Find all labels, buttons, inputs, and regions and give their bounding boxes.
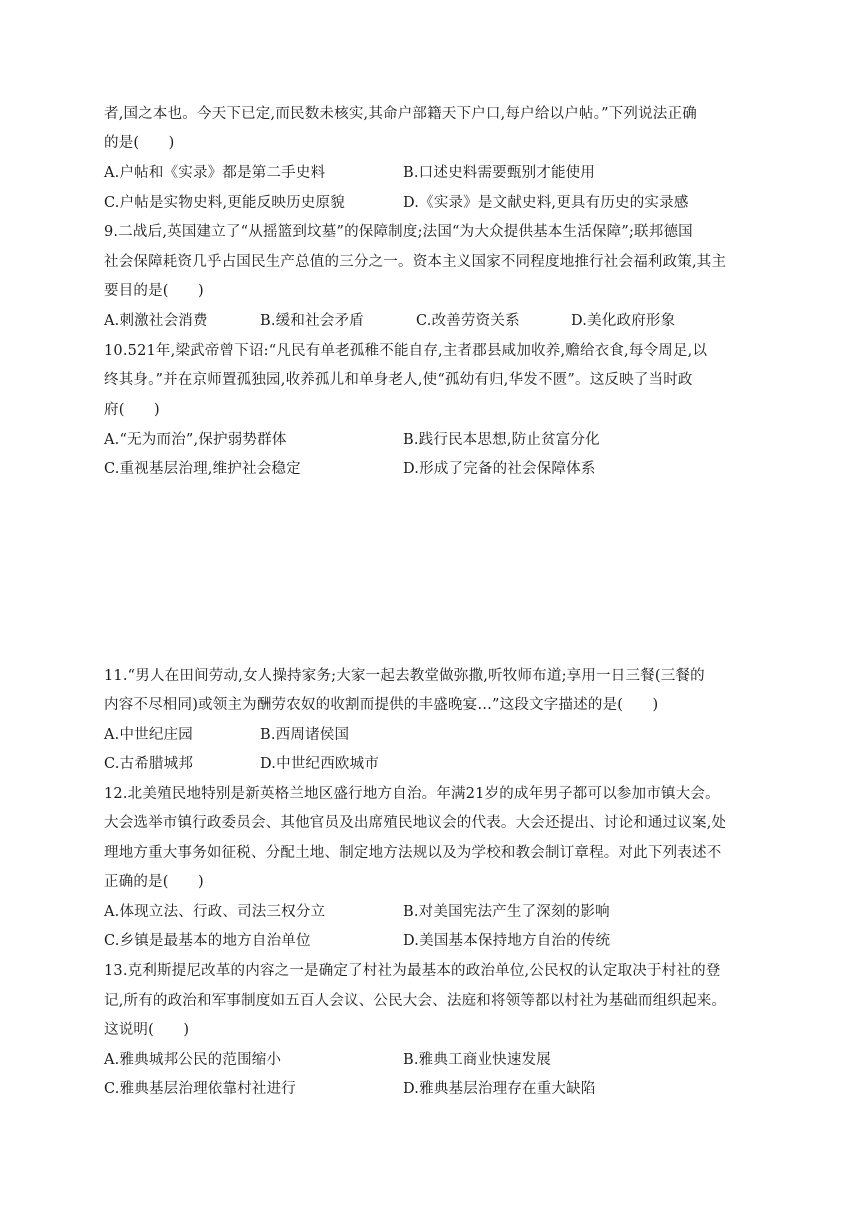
q13-option-b: B.雅典工商业快速发展 <box>403 1052 551 1068</box>
q12-option-c: C.乡镇是最基本的地方自治单位 <box>104 933 311 949</box>
q11-option-b: B.西周诸侯国 <box>260 727 350 743</box>
q12-stem-line-2: 大会选举市镇行政委员会、其他官员及出席殖民地议会的代表。大会还提出、讨论和通过议案,处 <box>104 815 727 831</box>
q11-stem-line-1: 11.“男人在田间劳动,女人操持家务;大家一起去教堂做弥撒,听牧师布道;享用一日三餐(三餐的 <box>104 668 705 684</box>
q12-option-d: D.美国基本保持地方自治的传统 <box>403 933 611 949</box>
q9-option-b: B.缓和社会矛盾 <box>260 313 364 329</box>
q11-stem-line-2: 内容不尽相同)或领主为酬劳农奴的收割而提供的丰盛晚宴…”这段文字描述的是( ) <box>104 697 659 713</box>
q11-option-c: C.古希腊城邦 <box>104 756 194 772</box>
q8-option-c: C.户帖是实物史料,更能反映历史原貌 <box>104 195 345 211</box>
q8-option-a: A.户帖和《实录》都是第二手史料 <box>104 165 326 181</box>
q12-stem-line-3: 理地方重大事务如征税、分配土地、制定地方法规以及为学校和教会制订章程。对此下列表述不 <box>104 845 722 861</box>
q13-stem-line-1: 13.克利斯提尼改革的内容之一是确定了村社为最基本的政治单位,公民权的认定取决于村社的登 <box>104 963 721 979</box>
q10-stem-line-2: 终其身。”并在京师置孤独园,收养孤儿和单身老人,使“孤幼有归,华发不匮”。这反映了当时政 <box>104 372 693 388</box>
q8-stem-line-2: 的是( ) <box>104 135 175 151</box>
q8-option-d: D.《实录》是文献史料,更具有历史的实录感 <box>403 195 689 211</box>
q13-stem-line-3: 这说明( ) <box>104 1022 190 1038</box>
q10-stem-line-3: 府( ) <box>104 402 160 418</box>
q12-stem-line-1: 12.北美殖民地特别是新英格兰地区盛行地方自治。年满21岁的成年男子都可以参加市镇大会。 <box>104 786 720 802</box>
q9-option-c: C.改善劳资关系 <box>416 313 520 329</box>
q12-stem-line-4: 正确的是( ) <box>104 874 204 890</box>
q10-stem-line-1: 10.521年,梁武帝曾下诏:“凡民有单老孤稚不能自存,主者郡县咸加收养,赡给衣食,每令周足,以 <box>104 343 708 359</box>
q12-option-b: B.对美国宪法产生了深刻的影响 <box>403 904 610 920</box>
q9-option-a: A.刺激社会消费 <box>104 313 208 329</box>
q10-option-c: C.重视基层治理,维护社会稳定 <box>104 461 301 477</box>
q9-stem-line-3: 要目的是( ) <box>104 283 204 299</box>
q13-stem-line-2: 记,所有的政治和军事制度如五百人会议、公民大会、法庭和将领等都以村社为基础而组织起来。 <box>104 993 727 1009</box>
q10-option-d: D.形成了完备的社会保障体系 <box>403 461 596 477</box>
q8-stem-line-1: 者,国之本也。今天下已定,而民数未核实,其命户部籍天下户口,每户给以户帖。”下列说法正确 <box>104 106 697 122</box>
q13-option-c: C.雅典基层治理依靠村社进行 <box>104 1081 296 1097</box>
q11-option-a: A.中世纪庄园 <box>104 727 193 743</box>
q9-stem-line-2: 社会保障耗资几乎占国民生产总值的三分之一。资本主义国家不同程度地推行社会福利政策,其主 <box>104 254 727 270</box>
q10-option-a: A.“无为而治”,保护弱势群体 <box>104 432 287 448</box>
q9-option-d: D.美化政府形象 <box>571 313 676 329</box>
q13-option-a: A.雅典城邦公民的范围缩小 <box>104 1052 282 1068</box>
q10-option-b: B.践行民本思想,防止贫富分化 <box>403 432 600 448</box>
q12-option-a: A.体现立法、行政、司法三权分立 <box>104 904 326 920</box>
q8-option-b: B.口述史料需要甄别才能使用 <box>403 165 596 181</box>
q9-stem-line-1: 9.二战后,英国建立了“从摇篮到坟墓”的保障制度;法国“为大众提供基本生活保障”;联邦德国 <box>104 224 693 240</box>
q13-option-d: D.雅典基层治理存在重大缺陷 <box>403 1081 596 1097</box>
q11-option-d: D.中世纪西欧城市 <box>260 756 380 772</box>
